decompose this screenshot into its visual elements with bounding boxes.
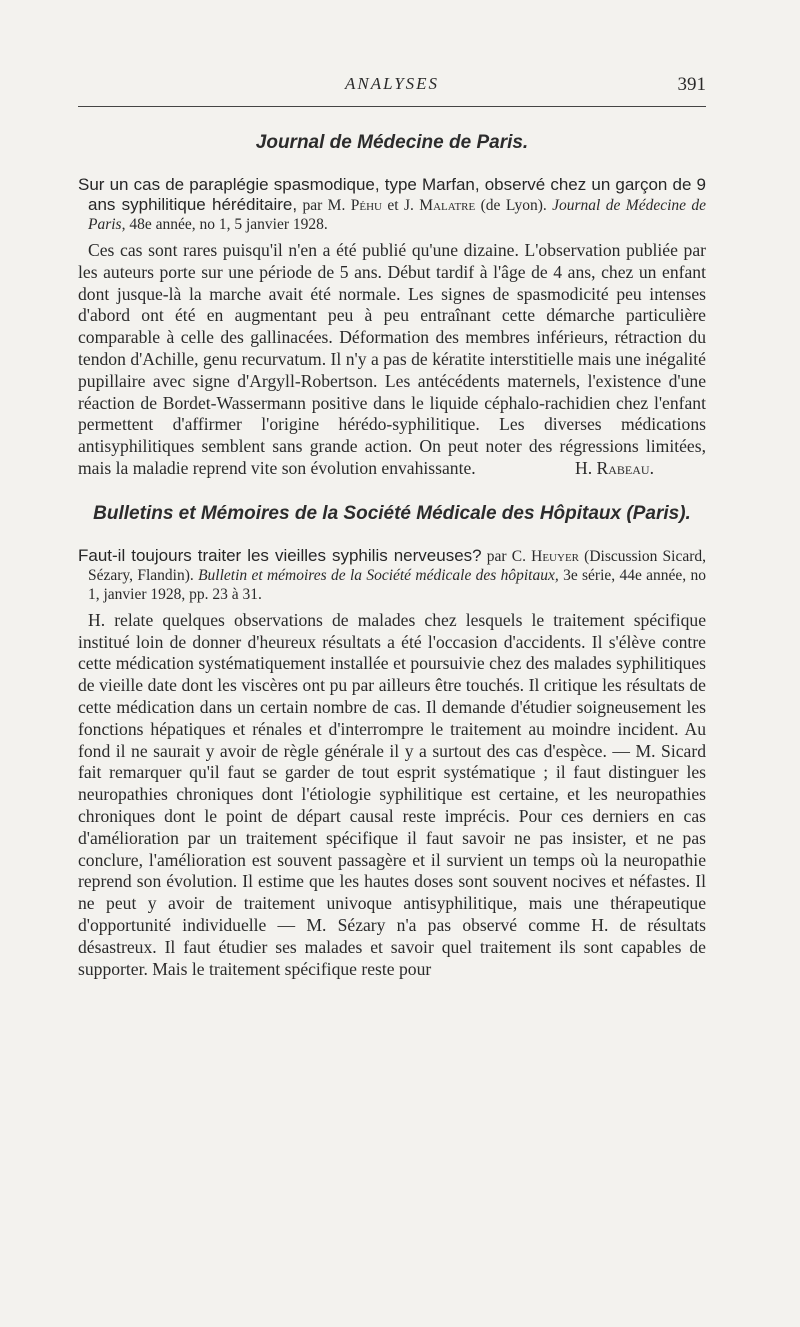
- article-journal-2: Bulletin et mémoires de la Société médicale des hôpitaux,: [198, 566, 559, 584]
- running-head-title: ANALYSES: [344, 74, 440, 93]
- article-author-1: Péhu: [350, 197, 382, 214]
- article-heading-paraplegie: [78, 175, 706, 234]
- header-rule: [78, 106, 706, 107]
- article-place: (de Lyon).: [480, 197, 547, 214]
- article-and: et J.: [387, 197, 414, 214]
- article-by-2: par C.: [486, 547, 526, 565]
- article-body-text: Ces cas sont rares puisqu'il n'en a été publié qu'une dizaine. L'observation publiée par les auteurs porte sur une période de 5 ans. Début tardif à l'âge de 4 ans, chez un enfant dont jusque-là la marche avait été normale. Les signes de spasmodicité peu intenses d'abord ont été en augmentant peu à peu entraînant cette démarche particulière comparable à celle des gallinacées. Déformation des membres inférieurs, rétraction du tendon d'Achille, genu recurvatum. Il n'y a pas de kératite interstitielle mais une inégalité pupillaire avec signe d'Argyll-Robertson. Les antécédents maternels, l'existence d'une réaction de Bordet-Wassermann positive dans le liquide céphalo-rachidien chez l'enfant permettent d'affirmer l'origine hérédo-syphilitique. Les diverses médications antisyphilitiques semblent sans grande action. On peut noter des régressions limitées, mais la maladie reprend vite son évolution envahissante.: [78, 240, 706, 478]
- article-journal: Journal de Médecine de Paris,: [88, 197, 707, 233]
- author-signature: [565, 458, 654, 480]
- article-discussion: (Discussion Sicard, Sézary, Flandin).: [88, 547, 707, 584]
- article-body-text-2: H. relate quelques observations de malades chez lesquels le traitement spécifique institué loin de donner d'heureux résultats a été l'occasion d'accidents. Il s'élève contre cette médication systématiquement installée et poursuivie chez des malades syphilitiques de vieille date dont les viscères ont pu par ailleurs être touchés. Il critique les résultats de cette médication dans un certain nombre de cas. Il demande d'étudier soigneusement les fonctions hépatiques et rénales et d'interrompre le traitement au moindre incident. Au fond il ne saurait y avoir de règle générale il y a surtout des cas d'espèce. — M. Sicard fait remarquer qu'il faut se garder de tout esprit systématique ; il faut distinguer les neuropathies chroniques dont l'étiologie syphilitique est certaine, et les neuropathies chroniques dont le point de départ causal reste imprécis. Pour ces derniers en cas d'amélioration par un traitement spécifique il faut savoir ne pas insister, et ne pas conclure, l'amélioration est souvent passagère et il survient un temps où la neuropathie reprend son évolution. Il estime que les hautes doses sont souvent nocives et néfastes. Il ne peut y avoir de traitement univoque antisyphilitique, mais une thérapeutique d'opportunité individuelle — M. Sézary n'a pas observé comme H. de résultats désastreux. Il faut étudier ses malades et savoir quel traitement ils sont capables de supporter. Mais le traitement spécifique reste pour: [78, 609, 706, 979]
- signature-initial: H.: [575, 457, 593, 478]
- article-author-heuyer: Heuyer: [531, 547, 579, 565]
- article-body-paraplegie: [78, 240, 706, 480]
- article-author-2: Malatre: [419, 197, 476, 214]
- article-title-2: Faut-il toujours traiter les vieilles syphilis nerveuses?: [78, 545, 482, 565]
- article-reference: 48e année, no 1, 5 janvier 1928.: [129, 216, 328, 233]
- section-title-bulletins-memoires: Bulletins et Mémoires de la Société Médicale des Hôpitaux (Paris).: [93, 502, 691, 524]
- signature-name: Rabeau.: [596, 457, 654, 478]
- running-head: [78, 70, 706, 100]
- article-by: par M.: [302, 197, 346, 214]
- journal-page: [78, 70, 706, 980]
- page-number: 391: [677, 74, 706, 95]
- section-title-journal-medecine-paris: Journal de Médecine de Paris.: [255, 132, 529, 153]
- article-reference-2: 3e série, 44e année, no 1, janvier 1928, pp. 23 à 31.: [88, 566, 707, 603]
- article-title: Sur un cas de paraplégie spasmodique, type Marfan, observé chez un garçon de 9 ans syphilitique héréditaire,: [78, 175, 706, 214]
- article-body-syphilis-nerveuses: [78, 610, 706, 981]
- article-heading-syphilis-nerveuses: [78, 546, 706, 604]
